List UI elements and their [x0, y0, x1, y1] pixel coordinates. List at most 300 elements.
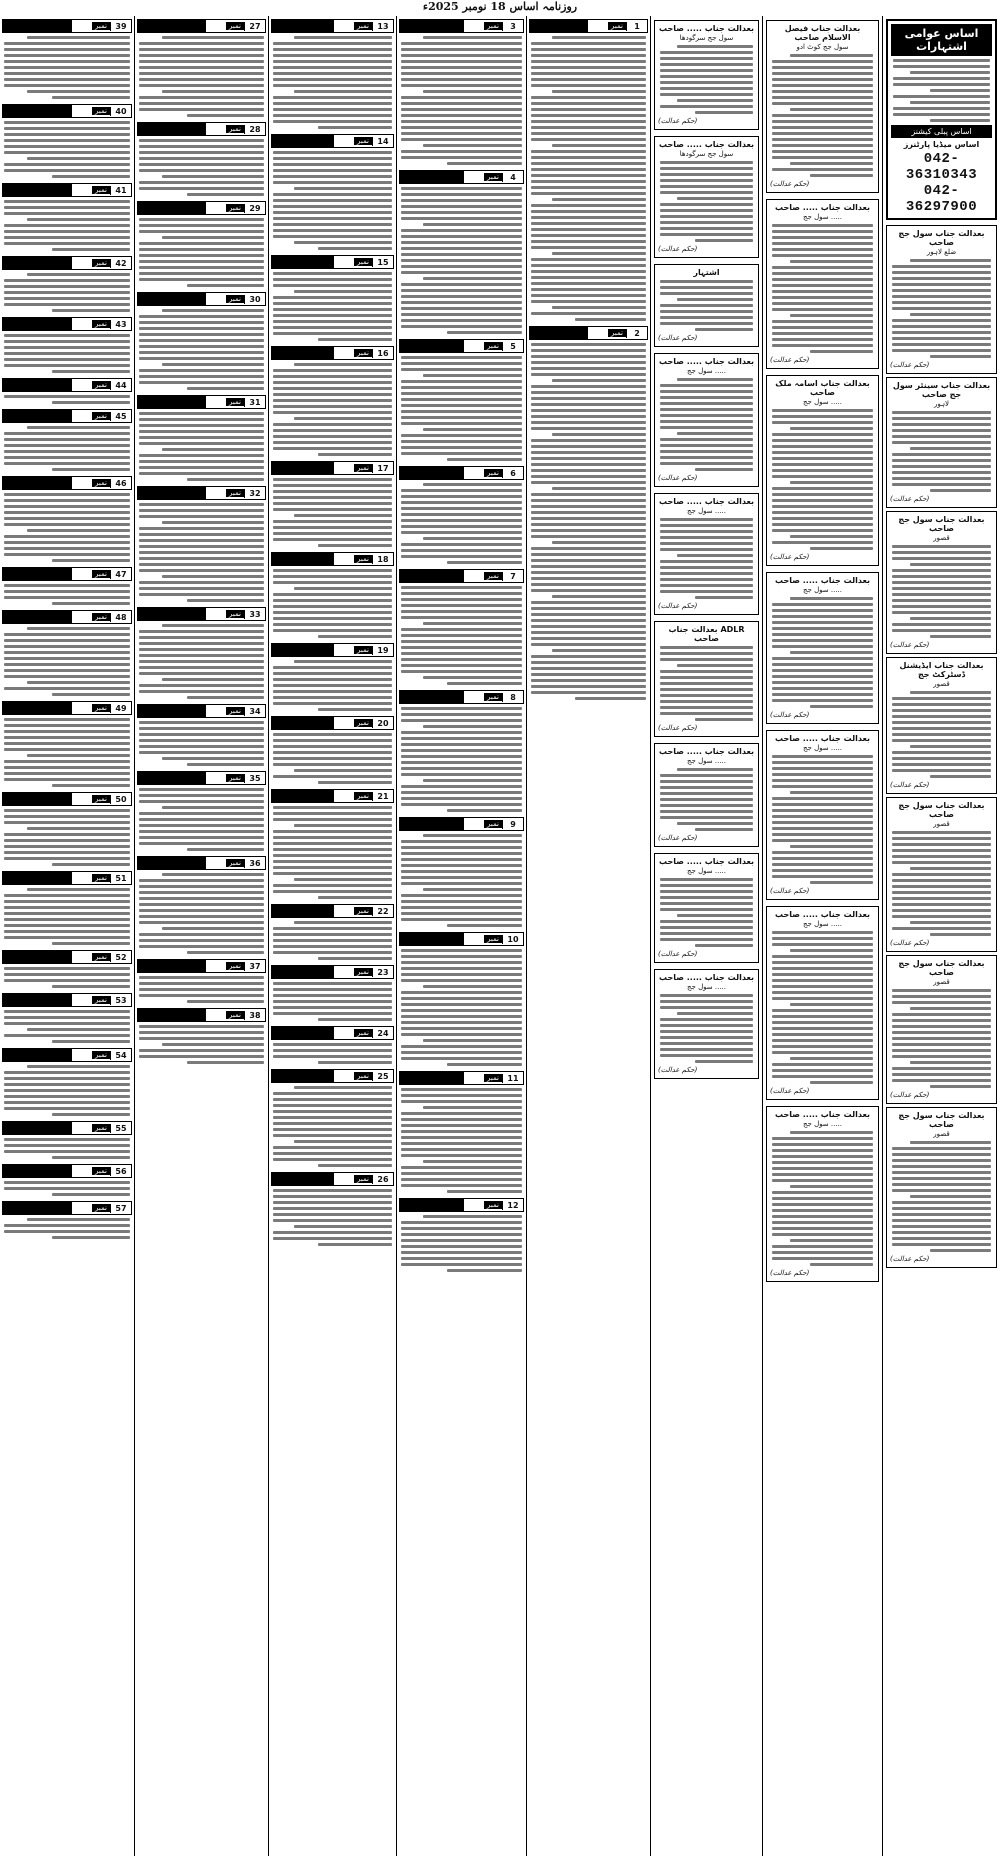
notice-court: سول جج کوٹ ادو — [796, 43, 849, 51]
masthead: روزنامہ اساس 18 نومبر 2025ء — [422, 0, 578, 13]
question-label: نمبر — [226, 295, 244, 303]
notice-court: قصور — [933, 820, 950, 828]
notice-title: بعدالت جناب ..... صاحب — [659, 24, 754, 33]
question-redacted-bar — [272, 644, 334, 656]
question-number: 38 — [244, 1011, 265, 1020]
text-lines — [4, 36, 130, 99]
question-label: نمبر — [92, 412, 110, 420]
question-label: نمبر — [226, 398, 244, 406]
question-item — [271, 459, 394, 550]
question-redacted-bar — [138, 123, 206, 135]
question-redacted-bar — [400, 691, 464, 703]
question-redacted-bar — [272, 905, 334, 917]
question-number: 17 — [372, 464, 393, 473]
question-number: 37 — [244, 962, 265, 971]
court-notice — [654, 353, 759, 487]
quotes-column-3 — [268, 16, 396, 1856]
question-redacted-bar — [3, 994, 72, 1006]
question-number: 48 — [110, 613, 131, 622]
text-lines — [4, 1218, 130, 1239]
question-label: نمبر — [484, 22, 502, 30]
text-lines — [273, 982, 392, 1021]
question-item — [137, 484, 266, 605]
question-label: نمبر — [354, 555, 372, 563]
quotes-column-2 — [396, 16, 526, 1856]
question-redacted-bar — [272, 1027, 334, 1039]
question-redacted-bar — [272, 135, 334, 147]
question-header — [137, 856, 266, 870]
notice-signature: (حکم عدالت) — [890, 641, 930, 649]
notice-court: لاہور — [933, 400, 950, 408]
notice-title: بعدالت جناب ..... صاحب — [659, 747, 754, 756]
question-number: 12 — [502, 1201, 523, 1210]
ad-phone-1: 042-36310343 — [905, 151, 978, 183]
ad-publisher-block: اساس پبلی کیشنز — [891, 125, 992, 138]
court-notice — [766, 730, 879, 900]
question-redacted-bar — [272, 20, 334, 32]
question-number: 56 — [110, 1167, 131, 1176]
question-item — [2, 474, 132, 565]
question-header — [137, 607, 266, 621]
text-lines — [139, 788, 264, 851]
question-item — [271, 787, 394, 902]
text-lines — [139, 1025, 264, 1064]
text-lines — [892, 411, 991, 492]
question-number: 29 — [244, 204, 265, 213]
notice-signature: (حکم عدالت) — [770, 553, 810, 561]
text-lines — [139, 36, 264, 117]
court-notice — [886, 225, 997, 374]
question-label: نمبر — [354, 258, 372, 266]
text-lines — [772, 931, 873, 1084]
question-redacted-bar — [3, 477, 72, 489]
court-notice — [654, 20, 759, 130]
text-lines — [273, 1086, 392, 1167]
notice-signature: (حکم عدالت) — [770, 887, 810, 895]
text-lines — [772, 54, 873, 177]
question-item — [399, 337, 524, 464]
question-label: نمبر — [226, 859, 244, 867]
question-header — [2, 1121, 132, 1135]
text-lines — [401, 707, 522, 812]
text-lines — [4, 1065, 130, 1116]
notice-title: بعدالت جناب سول جج صاحب — [898, 1111, 985, 1129]
court-notice — [766, 1106, 879, 1282]
notice-title: بعدالت جناب ..... صاحب — [775, 910, 870, 919]
question-redacted-bar — [400, 340, 464, 352]
notice-signature: (حکم عدالت) — [658, 245, 698, 253]
question-label: نمبر — [354, 137, 372, 145]
question-number: 41 — [110, 186, 131, 195]
question-header — [2, 567, 132, 581]
question-header — [271, 965, 394, 979]
question-number: 19 — [372, 646, 393, 655]
question-item — [2, 1119, 132, 1162]
text-lines — [401, 356, 522, 461]
question-header — [2, 993, 132, 1007]
text-lines — [273, 478, 392, 547]
question-number: 43 — [110, 320, 131, 329]
question-label: نمبر — [92, 381, 110, 389]
ad-title: اساس عوامی اشتہارات — [891, 24, 992, 56]
question-redacted-bar — [3, 793, 72, 805]
text-lines — [273, 272, 392, 341]
question-redacted-bar — [138, 608, 206, 620]
question-number: 18 — [372, 555, 393, 564]
text-lines — [401, 187, 522, 334]
question-header — [399, 1198, 524, 1212]
question-redacted-bar — [272, 553, 334, 565]
notice-title: بعدالت جناب سول جج صاحب — [898, 229, 985, 247]
notice-court: سول جج ..... — [687, 757, 726, 765]
question-redacted-bar — [400, 570, 464, 582]
text-lines — [401, 1215, 522, 1272]
question-number: 50 — [110, 795, 131, 804]
ad-phone-2: 042-36297900 — [905, 183, 978, 215]
question-label: نمبر — [484, 935, 502, 943]
text-lines — [660, 878, 753, 947]
question-header — [2, 792, 132, 806]
text-lines — [660, 280, 753, 331]
question-item — [271, 902, 394, 963]
question-redacted-bar — [138, 20, 206, 32]
notice-signature: (حکم عدالت) — [890, 1255, 930, 1263]
court-notice — [886, 797, 997, 952]
notice-signature: (حکم عدالت) — [658, 834, 698, 842]
question-header — [2, 378, 132, 392]
text-lines — [139, 721, 264, 766]
notice-court: سول جج ..... — [687, 507, 726, 515]
question-header — [137, 771, 266, 785]
question-label: نمبر — [354, 968, 372, 976]
question-label: نمبر — [354, 464, 372, 472]
notice-title: بعدالت جناب سول جج صاحب — [898, 515, 985, 533]
question-redacted-bar — [138, 396, 206, 408]
text-lines — [892, 545, 991, 638]
question-label: نمبر — [484, 173, 502, 181]
question-number: 46 — [110, 479, 131, 488]
court-notice — [654, 969, 759, 1079]
question-redacted-bar — [138, 487, 206, 499]
question-label: نمبر — [226, 1011, 244, 1019]
notice-court: سول جج ..... — [803, 744, 842, 752]
notice-title: بعدالت جناب ..... صاحب — [775, 1110, 870, 1119]
question-item — [2, 407, 132, 474]
notice-signature: (حکم عدالت) — [658, 117, 698, 125]
question-label: نمبر — [92, 613, 110, 621]
notice-title: بعدالت جناب ایڈیشنل ڈسٹرکٹ جج — [899, 661, 984, 679]
text-lines — [892, 989, 991, 1088]
text-lines — [4, 395, 130, 404]
notice-signature: (حکم عدالت) — [770, 1087, 810, 1095]
question-number: 3 — [502, 22, 523, 31]
question-number: 31 — [244, 398, 265, 407]
question-label: نمبر — [608, 22, 626, 30]
text-lines — [660, 45, 753, 114]
text-lines — [4, 627, 130, 696]
question-header — [271, 255, 394, 269]
question-redacted-bar — [3, 951, 72, 963]
text-lines — [139, 503, 264, 602]
text-lines — [660, 646, 753, 721]
question-label: نمبر — [92, 107, 110, 115]
notice-title: بعدالت جناب ..... صاحب — [659, 357, 754, 366]
question-item — [2, 1199, 132, 1242]
question-header — [2, 317, 132, 331]
question-number: 11 — [502, 1074, 523, 1083]
question-number: 40 — [110, 107, 131, 116]
question-header — [399, 1071, 524, 1085]
text-lines — [139, 218, 264, 287]
text-lines — [139, 309, 264, 390]
question-item — [271, 1024, 394, 1067]
text-lines — [273, 36, 392, 129]
question-number: 44 — [110, 381, 131, 390]
question-redacted-bar — [3, 1049, 72, 1061]
notice-signature: (حکم عدالت) — [890, 361, 930, 369]
question-header — [271, 346, 394, 360]
question-item — [137, 957, 266, 1006]
question-number: 14 — [372, 137, 393, 146]
question-header — [2, 476, 132, 490]
text-lines — [772, 1131, 873, 1266]
question-label: نمبر — [92, 570, 110, 578]
notice-title: بعدالت جناب ..... صاحب — [775, 576, 870, 585]
question-number: 13 — [372, 22, 393, 31]
notice-signature: (حکم عدالت) — [770, 180, 810, 188]
question-header — [529, 19, 648, 33]
question-redacted-bar — [138, 705, 206, 717]
question-item — [399, 1196, 524, 1275]
text-lines — [139, 624, 264, 699]
question-label: نمبر — [354, 1072, 372, 1080]
court-notice — [654, 621, 759, 737]
question-number: 4 — [502, 173, 523, 182]
question-number: 28 — [244, 125, 265, 134]
classified-ad-box — [886, 19, 997, 220]
question-label: نمبر — [484, 693, 502, 701]
question-redacted-bar — [400, 933, 464, 945]
question-item — [2, 869, 132, 948]
question-item — [271, 344, 394, 459]
question-number: 39 — [110, 22, 131, 31]
question-item — [529, 17, 648, 324]
question-label: نمبر — [92, 996, 110, 1004]
question-header — [137, 704, 266, 718]
question-redacted-bar — [3, 379, 72, 391]
text-lines — [4, 584, 130, 605]
court-notice — [886, 657, 997, 794]
question-redacted-bar — [400, 1199, 464, 1211]
question-label: نمبر — [92, 186, 110, 194]
question-redacted-bar — [400, 467, 464, 479]
question-number: 2 — [626, 329, 647, 338]
question-redacted-bar — [530, 327, 588, 339]
question-header — [2, 409, 132, 423]
question-header — [2, 1048, 132, 1062]
text-lines — [139, 139, 264, 196]
text-lines — [772, 597, 873, 708]
question-item — [2, 608, 132, 699]
question-label: نمبر — [92, 320, 110, 328]
text-lines — [4, 809, 130, 866]
question-number: 27 — [244, 22, 265, 31]
question-label: نمبر — [608, 329, 626, 337]
question-header — [2, 183, 132, 197]
text-lines — [139, 976, 264, 1003]
question-redacted-bar — [3, 611, 72, 623]
question-label: نمبر — [92, 704, 110, 712]
notice-court: سول جج ..... — [687, 867, 726, 875]
notice-title: بعدالت جناب سول جج صاحب — [898, 959, 985, 977]
question-item — [2, 315, 132, 376]
question-label: نمبر — [92, 1124, 110, 1132]
quotes-column-5 — [0, 16, 134, 1856]
question-header — [271, 1026, 394, 1040]
text-lines — [273, 733, 392, 784]
question-redacted-bar — [138, 960, 206, 972]
question-item — [2, 181, 132, 254]
text-lines — [772, 224, 873, 353]
text-lines — [4, 334, 130, 373]
question-item — [271, 641, 394, 714]
question-number: 21 — [372, 792, 393, 801]
notice-title: بعدالت جناب ..... صاحب — [659, 973, 754, 982]
question-number: 26 — [372, 1175, 393, 1184]
question-redacted-bar — [272, 790, 334, 802]
question-redacted-bar — [3, 1202, 72, 1214]
question-item — [271, 550, 394, 641]
notice-signature: (حکم عدالت) — [658, 950, 698, 958]
question-label: نمبر — [226, 610, 244, 618]
question-number: 36 — [244, 859, 265, 868]
notice-title: بعدالت جناب سینئر سول جج صاحب — [892, 381, 991, 399]
question-redacted-bar — [400, 1072, 464, 1084]
question-label: نمبر — [354, 792, 372, 800]
question-item — [399, 464, 524, 567]
question-number: 8 — [502, 693, 523, 702]
question-redacted-bar — [400, 818, 464, 830]
notice-signature: (حکم عدالت) — [890, 781, 930, 789]
question-redacted-bar — [272, 256, 334, 268]
question-redacted-bar — [138, 293, 206, 305]
question-item — [137, 290, 266, 393]
text-lines — [4, 1181, 130, 1196]
question-header — [2, 256, 132, 270]
text-lines — [401, 949, 522, 1066]
question-redacted-bar — [272, 462, 334, 474]
notice-title: بعدالت جناب ..... صاحب — [659, 140, 754, 149]
text-lines — [4, 200, 130, 251]
notice-title: بعدالت جناب اسامہ ملک صاحب — [775, 379, 870, 397]
question-redacted-bar — [3, 20, 72, 32]
text-lines — [401, 1088, 522, 1193]
question-item — [271, 17, 394, 132]
question-item — [2, 102, 132, 181]
question-header — [2, 19, 132, 33]
question-item — [399, 17, 524, 168]
notice-court: ضلع لاہور — [926, 248, 957, 256]
question-redacted-bar — [3, 184, 72, 196]
question-header — [271, 1069, 394, 1083]
question-number: 52 — [110, 953, 131, 962]
question-label: نمبر — [484, 572, 502, 580]
question-number: 53 — [110, 996, 131, 1005]
question-header — [271, 643, 394, 657]
question-number: 6 — [502, 469, 523, 478]
ads-column — [882, 16, 1000, 1856]
notices-column-a — [762, 16, 882, 1856]
text-lines — [139, 412, 264, 481]
question-redacted-bar — [138, 1009, 206, 1021]
question-redacted-bar — [3, 872, 72, 884]
ads-notices-list — [885, 222, 998, 1271]
notice-court: سول جج سرگودھا — [679, 150, 734, 158]
question-label: نمبر — [484, 342, 502, 350]
question-item — [2, 1162, 132, 1199]
question-header — [2, 871, 132, 885]
question-item — [399, 567, 524, 688]
court-notice — [654, 493, 759, 615]
notice-signature: (حکم عدالت) — [658, 474, 698, 482]
question-label: نمبر — [92, 1167, 110, 1175]
question-number: 24 — [372, 1029, 393, 1038]
notice-title: بعدالت جناب فیصل الاسلام صاحب — [784, 24, 861, 42]
question-redacted-bar — [3, 1165, 72, 1177]
question-redacted-bar — [272, 1070, 334, 1082]
question-number: 9 — [502, 820, 523, 829]
question-number: 20 — [372, 719, 393, 728]
question-redacted-bar — [400, 171, 464, 183]
question-header — [2, 1201, 132, 1215]
question-redacted-bar — [3, 702, 72, 714]
text-lines — [4, 426, 130, 471]
text-lines — [531, 343, 646, 700]
question-item — [271, 714, 394, 787]
question-header — [271, 134, 394, 148]
text-lines — [4, 718, 130, 787]
court-notice — [654, 264, 759, 347]
text-lines — [660, 378, 753, 471]
question-item — [137, 702, 266, 769]
question-label: نمبر — [92, 953, 110, 961]
court-notice — [766, 199, 879, 369]
question-number: 32 — [244, 489, 265, 498]
question-redacted-bar — [3, 410, 72, 422]
text-lines — [273, 1189, 392, 1246]
question-header — [529, 326, 648, 340]
question-redacted-bar — [400, 20, 464, 32]
question-item — [529, 324, 648, 703]
question-header — [2, 950, 132, 964]
question-redacted-bar — [3, 318, 72, 330]
question-redacted-bar — [272, 717, 334, 729]
question-label: نمبر — [354, 1029, 372, 1037]
court-notice — [886, 377, 997, 508]
notice-signature: (حکم عدالت) — [658, 602, 698, 610]
question-item — [271, 1067, 394, 1170]
text-lines — [139, 873, 264, 954]
notice-court: قصور — [933, 978, 950, 986]
question-item — [137, 769, 266, 854]
court-notice — [766, 906, 879, 1100]
question-number: 49 — [110, 704, 131, 713]
question-header — [399, 19, 524, 33]
question-redacted-bar — [272, 966, 334, 978]
question-label: نمبر — [354, 22, 372, 30]
question-item — [2, 699, 132, 790]
question-item — [2, 1046, 132, 1119]
